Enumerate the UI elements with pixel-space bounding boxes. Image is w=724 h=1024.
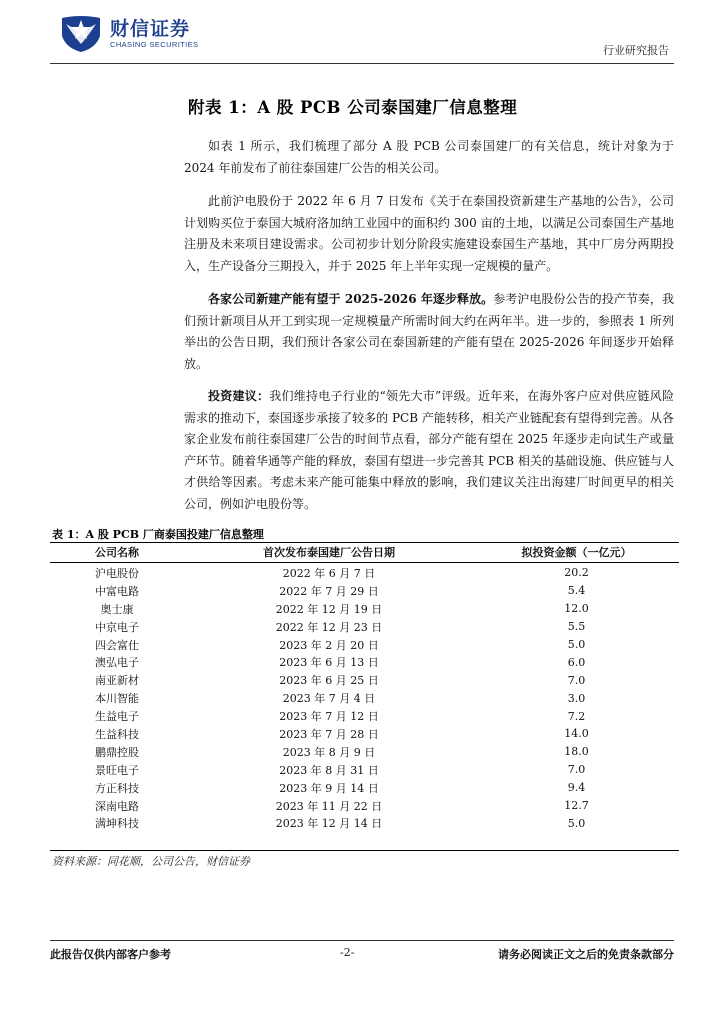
cell-company: 深南电路 [95,799,139,813]
footer-divider [50,940,674,941]
paragraph-3-lead: 各家公司新建产能有望于 2025-2026 年逐步释放。 [208,292,494,306]
column-header-company: 公司名称 [95,546,139,559]
cell-amount: 5.4 [567,584,586,598]
cell-amount: 7.0 [567,673,586,687]
cell-amount: 6.0 [567,655,586,669]
paragraph-4-lead: 投资建议： [208,389,270,403]
cell-date: 2023 年 7 月 28 日 [279,727,379,741]
cell-company: 沪电股份 [95,566,139,580]
cell-date: 2023 年 12 月 14 日 [275,817,383,831]
cell-company: 奥士康 [100,602,134,616]
cell-amount: 7.0 [567,763,586,777]
page-number: -2- [340,946,355,959]
table-row [50,743,679,761]
table-row [50,671,679,689]
page-footer [50,946,674,962]
section-title: 附表 1：A 股 PCB 公司泰国建厂信息整理 [188,98,518,117]
table-header [50,544,679,561]
cell-amount: 12.7 [564,799,589,813]
table-row [50,582,679,600]
cell-date: 2023 年 6 月 13 日 [279,656,379,670]
cell-company: 南亚新材 [95,674,139,688]
cell-date: 2023 年 11 月 22 日 [275,799,383,813]
cell-date: 2022 年 7 月 29 日 [279,584,379,598]
cell-company: 四会富仕 [95,638,139,652]
brand-logo [58,14,198,54]
table-bottom-rule [50,850,679,851]
cell-company: 本川智能 [95,692,139,706]
table-body [50,564,679,832]
cell-company: 景旺电子 [95,763,139,777]
table-row [50,761,679,779]
paragraph-3 [184,289,674,375]
cell-amount: 3.0 [567,691,586,705]
cell-amount: 5.5 [567,620,586,634]
cell-amount: 5.0 [567,638,586,651]
table-caption: 表 1：A 股 PCB 厂商泰国投建厂信息整理 [52,528,264,541]
cell-date: 2022 年 12 月 23 日 [275,620,383,634]
paragraph-2 [184,191,674,277]
cell-amount: 20.2 [564,566,589,580]
report-type-label: 行业研究报告 [603,44,669,57]
column-header-date: 首次发布泰国建厂公告日期 [263,546,395,559]
cell-amount: 5.0 [567,816,586,830]
cell-date: 2023 年 8 月 31 日 [279,763,379,777]
brand-name-en: CHASING SECURITIES [110,40,199,49]
brand-logo-icon [58,14,104,54]
cell-company: 生益电子 [95,710,139,724]
cell-company: 鹏鼎控股 [95,745,139,759]
paragraph-4 [184,386,674,515]
table-row [50,779,679,797]
cell-date: 2022 年 12 月 19 日 [275,602,383,616]
cell-amount: 14.0 [564,727,589,741]
brand-name [110,18,198,50]
paragraph-2-text: 此前沪电股份于 2022 年 6 月 7 日发布《关于在泰国投资新建生产基地的公告》，公司计划购买位于泰国大城府洛加纳工业园中的面积约 300 亩的土地，以满足公司泰国生产基地注册及未来项目建设需求。公司初步计划分阶段实施建设泰国生产基地，其中厂房分两期投入，生产设备分三期投入，并于 2025 年上半年实现一定规模的量产。 [184,194,674,273]
cell-amount: 9.4 [567,781,586,795]
table-row [50,689,679,707]
cell-company: 生益科技 [95,727,139,741]
cell-amount: 18.0 [564,745,589,759]
cell-amount: 12.0 [564,602,589,616]
table-row [50,600,679,618]
footer-disclaimer-right: 请务必阅读正文之后的免责条款部分 [498,948,674,961]
page-header [0,0,724,70]
paragraph-1 [184,136,674,179]
footer-disclaimer-left: 此报告仅供内部客户参考 [50,948,171,961]
cell-date: 2023 年 2 月 20 日 [279,638,379,652]
table-row [50,653,679,671]
cell-date: 2023 年 7 月 12 日 [279,710,379,724]
cell-company: 中京电子 [95,620,139,634]
table-header-rule [50,562,679,563]
cell-company: 澳弘电子 [95,656,139,670]
table-row [50,618,679,636]
table-row [50,797,679,815]
table-source-note: 资料来源：同花顺，公司公告，财信证券 [52,855,250,868]
table-row [50,636,679,654]
table-row [50,725,679,743]
cell-company: 中富电路 [95,584,139,598]
table-top-rule [50,542,679,543]
table-row [50,814,679,832]
cell-date: 2023 年 7 月 4 日 [282,692,376,706]
cell-company: 满坤科技 [95,817,139,831]
cell-date: 2023 年 9 月 14 日 [279,781,379,795]
brand-name-cn: 财信证券 [110,18,191,40]
table-row [50,707,679,725]
cell-amount: 7.2 [567,709,586,723]
cell-company: 方正科技 [95,781,139,795]
table-row [50,564,679,582]
header-divider [50,63,674,64]
paragraph-1-text: 如表 1 所示，我们梳理了部分 A 股 PCB 公司泰国建厂的有关信息，统计对象为于 2024 年前发布了前往泰国建厂公告的相关公司。 [184,139,674,175]
cell-date: 2022 年 6 月 7 日 [282,566,376,580]
cell-date: 2023 年 8 月 9 日 [282,745,376,759]
paragraph-4-text: 我们维持电子行业的“领先大市”评级。近年来，在海外客户应对供应链风险需求的推动下，泰国逐步承接了较多的 PCB 产能转移，相关产业链配套有望得到完善。从各家企业发布前往泰国建厂公告的时间节点看，部分产能有望在 2025 年逐步走向试生产或量产环节。随着华通等产能的释放，泰国有望进一步完善其 PCB 相关的基础设施、供应链与人才供给等因素。考虑未来产能可能集中释放的影响，我们建议关注出海建厂时间更早的相关公司，例如沪电股份等。 [184,389,674,511]
column-header-amount: 拟投资金额（一亿元） [521,546,632,559]
paragraph-3-text: 参考沪电股份公告的投产节奏，我们预计新项目从开工到实现一定规模量产所需时间大约在两年半。进一步的，参照表 1 所列举出的公告日期，我们预计各家公司在泰国新建的产能有望在 2025-2026 年间逐步开始释放。 [184,292,674,371]
cell-date: 2023 年 6 月 25 日 [279,674,379,688]
